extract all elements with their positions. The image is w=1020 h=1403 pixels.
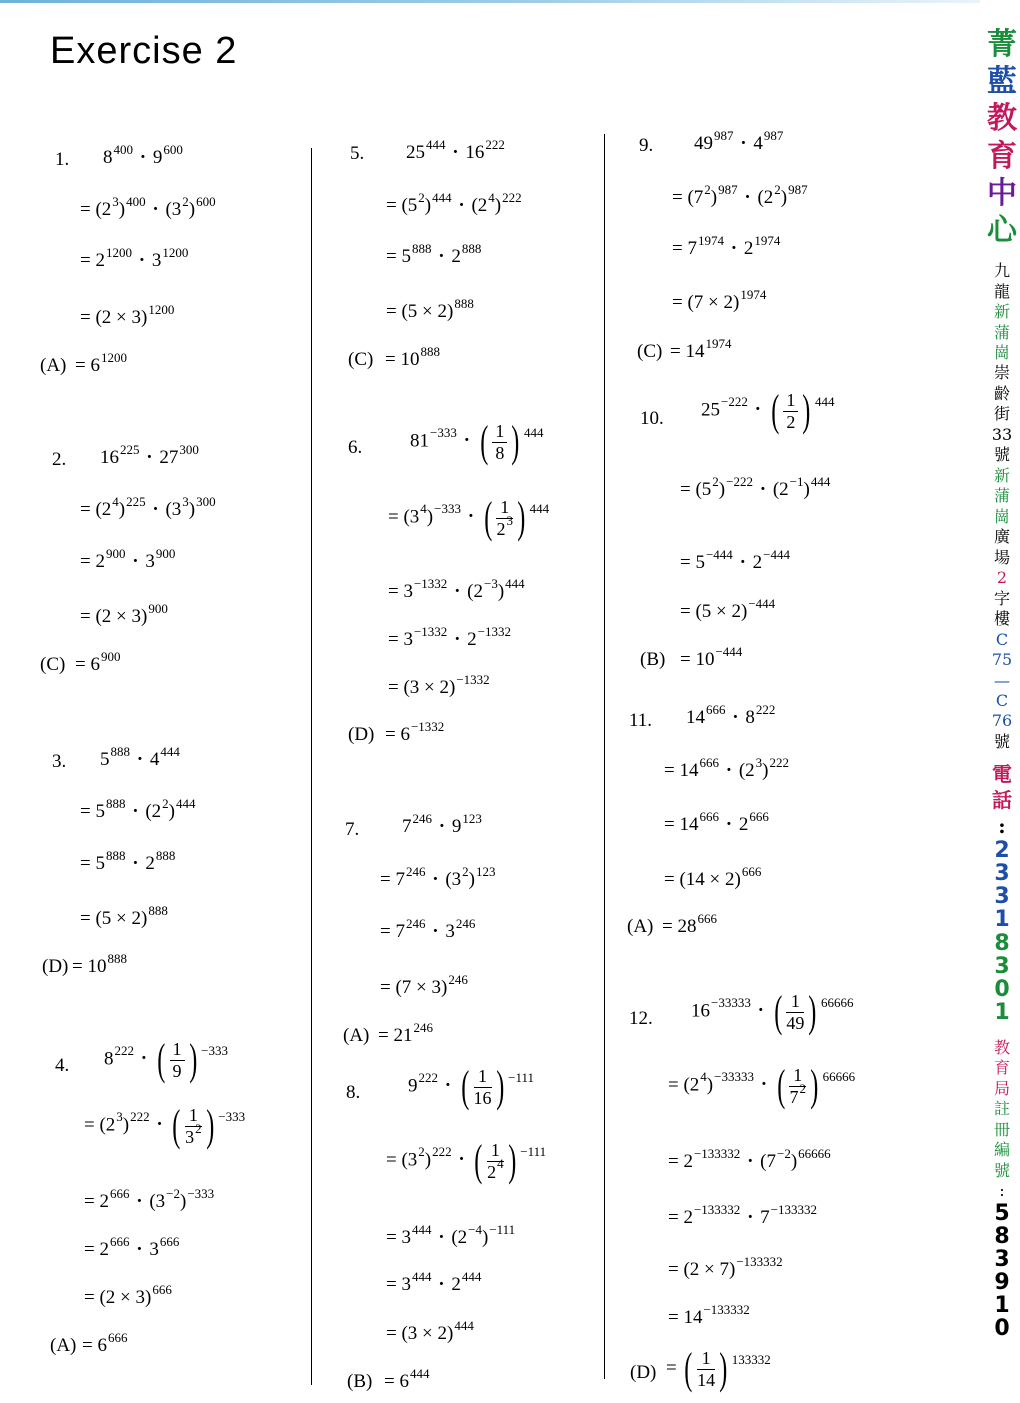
address-char: 街 [993, 404, 1010, 424]
registration-char: 號 [993, 1160, 1010, 1180]
problem-expression: $8^{400} \cdot 9^{600}$ [103, 141, 183, 168]
phone-digit: 3 [994, 953, 1010, 979]
solution-step: = $21^{246}$ [378, 1019, 433, 1046]
solution-step: = $5^{888} \cdot 2^{888}$ [386, 240, 482, 267]
problem-expression: $49^{987} \cdot 4^{987}$ [694, 127, 784, 154]
solution-step: = $3^{-1332} \cdot 2^{-1332}$ [388, 623, 511, 650]
brand-char: 藍 [987, 64, 1017, 100]
solution-step: = $10^{888}$ [72, 950, 127, 977]
solution-step: = $(2 \times 3)^{900}$ [80, 600, 168, 627]
address-char: 號 [993, 731, 1010, 751]
solution-step: = $14^{-133332}$ [668, 1301, 750, 1328]
solution-step: = ( $\frac{1}{14}$ ) $^{133332}$ [666, 1344, 771, 1393]
registration-char: 教 [993, 1037, 1010, 1057]
phone-digit: 1 [994, 999, 1010, 1025]
address-char: 2 [996, 568, 1008, 588]
registration-digit: 9 [994, 1269, 1010, 1295]
address-char: 蒲 [993, 322, 1010, 342]
solution-step: = $(5 \times 2)^{-444}$ [680, 595, 776, 622]
answer-choice: (B) [640, 649, 666, 670]
solution-step: = $(7 \times 3)^{246}$ [380, 971, 468, 998]
answer-choice: (D) [348, 724, 375, 745]
answer-choice: (B) [347, 1371, 373, 1392]
solution-step: = $(2^4)^{-33333}$ · ( $\frac{1}{7^2}$ ) $^{66666}$ [668, 1061, 856, 1110]
address-char: 齡 [993, 383, 1010, 403]
solution-step: = $6^{1200}$ [75, 349, 127, 376]
solution-step: = $(3 \times 2)^{444}$ [386, 1317, 474, 1344]
solution-step: = $6^{-1332}$ [385, 718, 445, 745]
solution-step: = $7^{1974} \cdot 2^{1974}$ [672, 232, 781, 259]
address-char: 新 [993, 465, 1010, 485]
answer-choice: (D) [42, 956, 69, 977]
address-char: 廣 [993, 527, 1010, 547]
problem-number: 5. [350, 143, 365, 164]
registration-digit: 0 [994, 1316, 1010, 1342]
phone-label-char: : [998, 813, 1006, 838]
registration-char: 育 [993, 1058, 1010, 1078]
solution-step: = $6^{444}$ [384, 1365, 430, 1392]
phone-digit: 8 [994, 930, 1010, 956]
solution-step: = $5^{888} \cdot (2^2)^{444}$ [80, 795, 196, 822]
address-char: 崇 [993, 363, 1010, 383]
address-char: C [995, 690, 1009, 710]
solution-step: = $3^{444} \cdot (2^{-4})^{-111}$ [386, 1221, 516, 1248]
solution-step: = $14^{666} \cdot 2^{666}$ [664, 808, 769, 835]
address-char: 崗 [993, 343, 1010, 362]
problem-expression: $25^{444} \cdot 16^{222}$ [406, 136, 505, 163]
registration-digit: 3 [994, 1246, 1010, 1272]
answer-choice: (A) [40, 355, 67, 376]
solution-step: = $7^{246} \cdot 3^{246}$ [380, 915, 476, 942]
registration-digit: 1 [994, 1293, 1010, 1319]
solution-step: = $(3^2)^{222}$ · ( $\frac{1}{2^4}$ ) $^{-111}$ [386, 1136, 547, 1185]
solution-step: = $2^{-133332} \cdot 7^{-133332}$ [668, 1201, 817, 1228]
problem-number: 7. [345, 819, 360, 840]
solution-step: = $(2 \times 3)^{666}$ [84, 1281, 172, 1308]
solution-step: = $(2^3)^{400} \cdot (3^2)^{600}$ [80, 193, 216, 220]
problem-number: 11. [629, 710, 653, 731]
address-char: 龍 [993, 281, 1010, 301]
address-char: 新 [993, 302, 1010, 322]
address-char: 蒲 [993, 486, 1010, 506]
phone-digit: 3 [994, 884, 1010, 910]
brand-char: 菁 [987, 27, 1017, 62]
solution-step: = $(7 \times 2)^{1974}$ [672, 286, 767, 313]
registration-char: 冊 [993, 1119, 1010, 1139]
solution-step: = $3^{444} \cdot 2^{444}$ [386, 1268, 482, 1295]
brand-char: 心 [987, 212, 1017, 248]
solution-step: = $3^{-1332} \cdot (2^{-3})^{444}$ [388, 575, 525, 602]
solution-step: = $(2 \times 3)^{1200}$ [80, 301, 175, 328]
solution-step: = $2^{-133332} \cdot (7^{-2})^{66666}$ [668, 1145, 831, 1172]
solution-step: = $2^{900} \cdot 3^{900}$ [80, 545, 176, 572]
answer-choice: (D) [630, 1362, 657, 1383]
solution-step: = $(14 \times 2)^{666}$ [664, 863, 762, 890]
address-char: 字 [993, 588, 1010, 608]
solution-step: = $(2^3)^{222}$ · ( $\frac{1}{3^2}$ ) $^{-333}$ [84, 1101, 246, 1150]
registration-char: 局 [993, 1078, 1010, 1098]
page-title: Exercise 2 [50, 30, 238, 72]
sidebar-contact [984, 26, 1020, 1340]
solution-step: = $(5^2)^{444} \cdot (2^4)^{222}$ [386, 189, 522, 216]
solution-step: = $(7^2)^{987} \cdot (2^2)^{987}$ [672, 181, 808, 208]
solution-step: = $2^{1200} \cdot 3^{1200}$ [80, 244, 189, 271]
solution-step: = $10^{-444}$ [680, 643, 743, 670]
address-char: 76 [991, 711, 1013, 731]
registration-digit: 5 [994, 1200, 1010, 1226]
answer-choice: (C) [348, 349, 374, 370]
solution-step: = $14^{1974}$ [670, 335, 732, 362]
problem-number: 8. [346, 1082, 361, 1103]
phone-digit: 3 [994, 861, 1010, 887]
solution-step: = $7^{246} \cdot (3^2)^{123}$ [380, 863, 496, 890]
address-char: 75 [991, 650, 1013, 670]
solution-step: = $28^{666}$ [662, 910, 717, 937]
solution-step: = $(5 \times 2)^{888}$ [80, 902, 168, 929]
answer-choice: (A) [50, 1335, 77, 1356]
solution-step: = $(5^2)^{-222} \cdot (2^{-1})^{444}$ [680, 473, 831, 500]
problem-number: 2. [52, 449, 67, 470]
problem-number: 3. [52, 751, 67, 772]
brand-char: 育 [987, 138, 1017, 174]
problem-number: 1. [55, 149, 70, 170]
phone-digit: 0 [994, 976, 1010, 1002]
solution-step: = $(2 \times 7)^{-133332}$ [668, 1253, 783, 1280]
answer-choice: (C) [637, 341, 663, 362]
answer-choice: (A) [627, 916, 654, 937]
phone-digit: 2 [994, 838, 1010, 864]
solution-step: = $14^{666} \cdot (2^3)^{222}$ [664, 754, 789, 781]
brand-char: 教 [987, 101, 1017, 137]
registration-char: : [999, 1181, 1005, 1201]
top-rule [0, 0, 980, 3]
problem-expression: $16^{225} \cdot 27^{300}$ [100, 441, 199, 468]
problem-expression: $7^{246} \cdot 9^{123}$ [402, 810, 482, 837]
address-char: 33 [991, 424, 1013, 444]
answer-choice: (C) [40, 654, 66, 675]
problem-expression: $81^{-333}$ · ( $\frac{1}{8}$ ) $^{444}$ [410, 417, 544, 466]
problem-expression: $9^{222}$ · ( $\frac{1}{16}$ ) $^{-111}$ [408, 1062, 535, 1111]
problem-expression: $5^{888} \cdot 4^{444}$ [100, 743, 180, 770]
address-char: 崗 [993, 506, 1010, 526]
address-char: 場 [993, 547, 1010, 567]
column-divider-1 [311, 148, 312, 1385]
phone-digit: 1 [994, 907, 1010, 933]
address-char: 樓 [993, 609, 1010, 629]
problem-expression: $8^{222}$ · ( $\frac{1}{9}$ ) $^{-333}$ [104, 1035, 228, 1084]
solution-step: = $2^{666} \cdot (3^{-2})^{-333}$ [84, 1185, 215, 1212]
phone-label-char: 話 [992, 787, 1012, 812]
solution-step: = $(5 \times 2)^{888}$ [386, 295, 474, 322]
problem-expression: $25^{-222}$ · ( $\frac{1}{2}$ ) $^{444}$ [701, 386, 835, 435]
solution-step: = $(3^4)^{-333}$ · ( $\frac{1}{2^3}$ ) $^{444}$ [388, 493, 550, 542]
solution-step: = $(2^4)^{225} \cdot (3^3)^{300}$ [80, 493, 216, 520]
address-char: 九 [993, 261, 1010, 281]
solution-step: = $5^{888} \cdot 2^{888}$ [80, 847, 176, 874]
solution-step: = $(3 \times 2)^{-1332}$ [388, 671, 490, 698]
problem-number: 12. [629, 1008, 653, 1029]
address-char: 號 [993, 445, 1010, 465]
problem-expression: $16^{-33333}$ · ( $\frac{1}{49}$ ) $^{66666}$ [691, 987, 854, 1036]
problem-number: 4. [55, 1055, 70, 1076]
registration-char: 編 [993, 1140, 1010, 1160]
solution-step: = $2^{666} \cdot 3^{666}$ [84, 1233, 180, 1260]
problem-number: 10. [640, 408, 664, 429]
registration-digit: 8 [994, 1223, 1010, 1249]
problem-number: 6. [348, 437, 363, 458]
solution-step: = $6^{666}$ [82, 1329, 128, 1356]
brand-char: 中 [987, 175, 1017, 211]
phone-label-char: 電 [992, 762, 1012, 787]
address-char: — [994, 670, 1010, 690]
problem-number: 9. [639, 135, 654, 156]
solution-step: = $10^{888}$ [385, 343, 440, 370]
address-char: C [995, 629, 1009, 649]
solution-step: = $5^{-444} \cdot 2^{-444}$ [680, 546, 790, 573]
registration-char: 註 [993, 1099, 1010, 1119]
problem-expression: $14^{666} \cdot 8^{222}$ [686, 701, 776, 728]
column-divider-2 [604, 134, 605, 1379]
solution-step: = $6^{900}$ [75, 648, 121, 675]
answer-choice: (A) [343, 1025, 370, 1046]
